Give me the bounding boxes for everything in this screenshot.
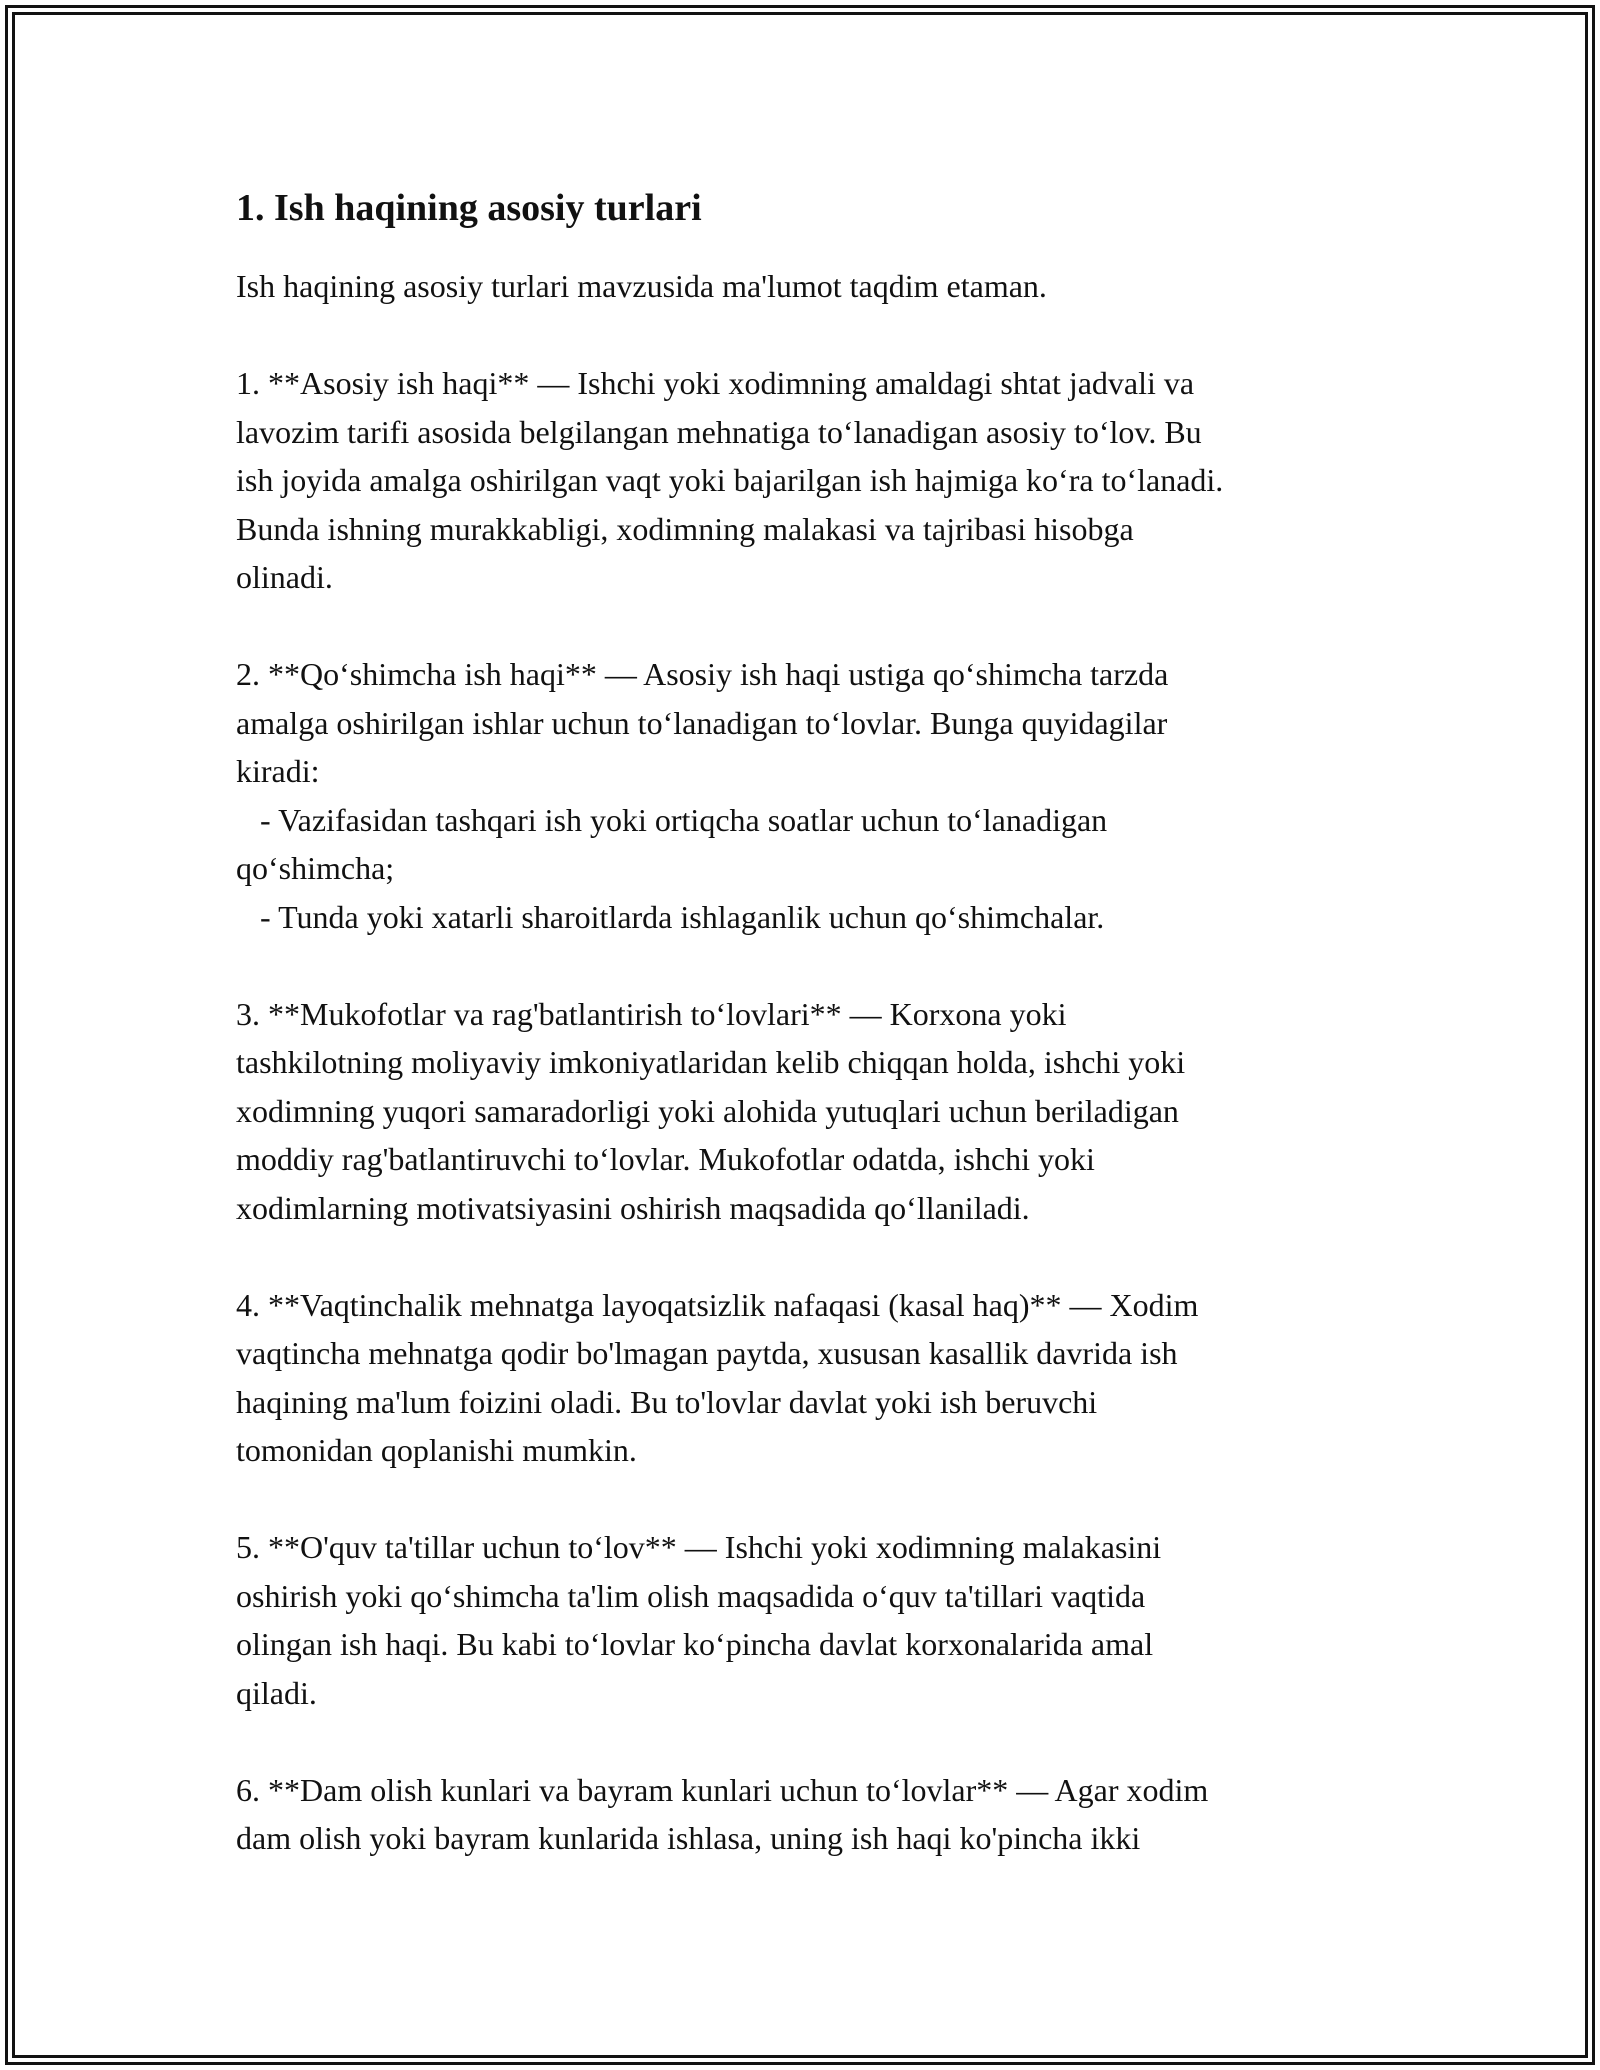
paragraph-gap (236, 311, 1376, 360)
item-bonuses: 3. **Mukofotlar va rag'batlantirish to‘lovlari** — Korxona yoki tashkilotning moliyaviy imkoniyatlaridan kelib chiqqan holda, ishchi yoki xodimning yuqori samaradorligi yoki alohida yutuqlari uchun beriladigan moddiy rag'batlantiruvchi to‘lovlar. Mukofotlar odatda, ishchi yoki xodimlarning motivatsiyasini oshirish maqsadida qo‘llaniladi. (236, 995, 1186, 1226)
paragraph-gap (236, 1717, 1376, 1766)
item-additional-salary: 2. **Qo‘shimcha ish haqi** — Asosiy ish haqi ustiga qo‘shimcha tarzda amalga oshirilgan ishlar uchun to‘lanadigan to‘lovlar. Bunga quyidagilar kiradi: - Vazifasidan tashqari ish yoki ortiqcha soatlar uchun to‘lanadigan qo‘shimcha; - Tunda yoki xatarli sharoitlarda ishlaganlik uchun qo‘shimchalar. (236, 656, 1169, 935)
item-study-leave-pay: 5. **O'quv ta'tillar uchun to‘lov** — Ishchi yoki xodimning malakasini oshirish yoki qo‘shimcha ta'lim olish maqsadida o‘quv ta'tillari vaqtida olingan ish haqi. Bu kabi to‘lovlar ko‘pincha davlat korxonalarida amal qiladi. (236, 1529, 1162, 1711)
item-sick-pay: 4. **Vaqtinchalik mehnatga layoqatsizlik nafaqasi (kasal haq)** — Xodim vaqtincha mehnatga qodir bo'lmagan paytda, xususan kasallik davrida ish haqining ma'lum foizini oladi. Bu to'lovlar davlat yoki ish beruvchi tomonidan qoplanishi mumkin. (236, 1286, 1199, 1468)
intro-paragraph: Ish haqining asosiy turlari mavzusida ma'lumot taqdim etaman. (236, 268, 1047, 304)
paragraph-gap (236, 941, 1376, 990)
paragraph-gap (236, 602, 1376, 651)
document-title: 1. Ish haqining asosiy turlari (236, 187, 702, 229)
item-holiday-pay: 6. **Dam olish kunlari va bayram kunlari uchun to‘lovlar** — Agar xodim dam olish yoki bayram kunlarida ishlasa, uning ish haqi ko'pincha ikki (236, 1771, 1209, 1856)
paragraph-gap (236, 1475, 1376, 1524)
item-basic-salary: 1. **Asosiy ish haqi** — Ishchi yoki xodimning amaldagi shtat jadvali va lavozim tarifi asosida belgilangan mehnatiga to‘lanadigan asosiy to‘lov. Bu ish joyida amalga oshirilgan vaqt yoki bajarilgan ish hajmiga ko‘ra to‘lanadi. Bunda ishning murakkabligi, xodimning malakasi va tajribasi hisobga olinadi. (236, 365, 1224, 595)
paragraph-gap (236, 1232, 1376, 1281)
document-body (236, 184, 1376, 1863)
